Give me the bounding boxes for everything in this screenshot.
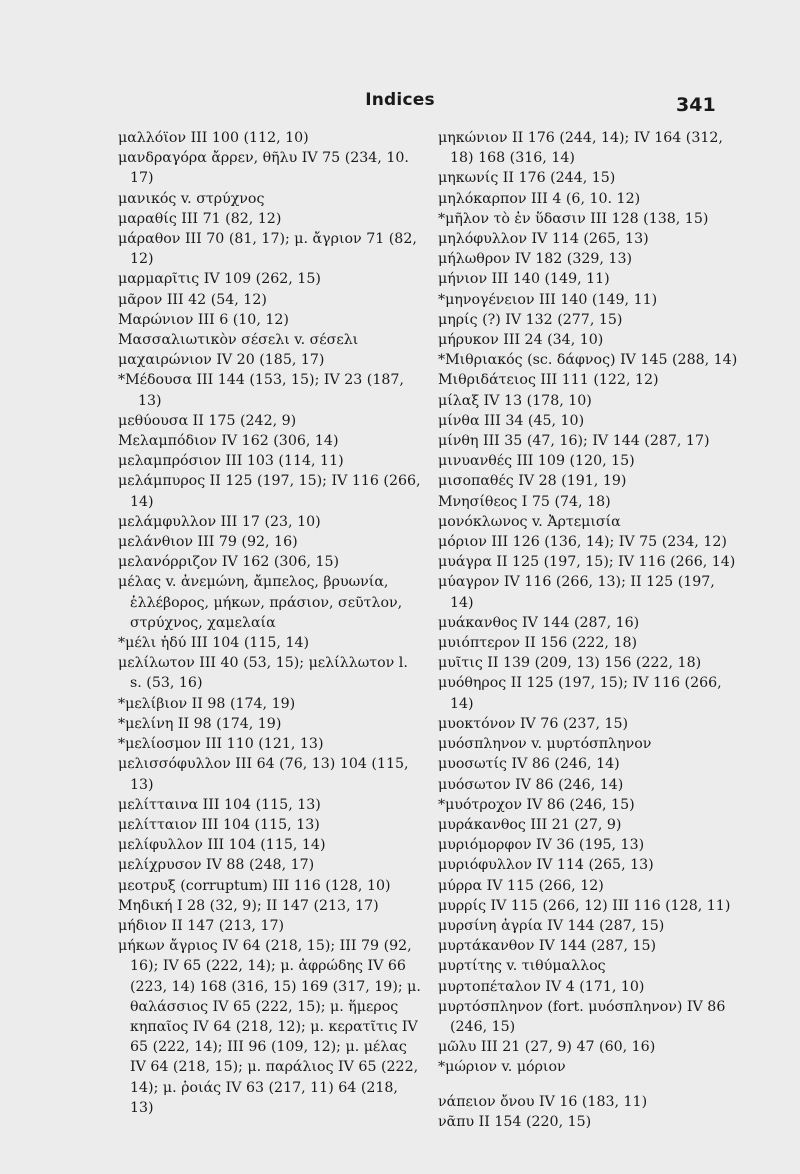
index-entry: μηλόκαρπον III 4 (6, 10. 12) [438, 190, 641, 207]
index-entry: μίνθη III 35 (47, 16); IV 144 (287, 17) [438, 433, 710, 450]
index-column-left [118, 128, 424, 1118]
index-entry: μελίλωτον III 40 (53, 15); μελίλλωτον l. s. (53, 16) [118, 655, 408, 692]
index-entry: μῶλυ III 21 (27, 9) 47 (60, 16) [438, 1039, 656, 1056]
index-entry: μηκώνιον II 176 (244, 14); IV 164 (312, 18) 168 (316, 14) [438, 130, 723, 167]
index-entry: μαχαιρώνιον IV 20 (185, 17) [118, 352, 325, 369]
index-entry: μεοτρυξ (corruptum) III 116 (128, 10) [118, 877, 391, 894]
index-entry: *μῆλον τὸ ἐν ὕδασιν III 128 (138, 15) [438, 210, 709, 227]
index-entry: μίνθα III 34 (45, 10) [438, 412, 585, 429]
index-entry: Μηδική I 28 (32, 9); II 147 (213, 17) [118, 897, 379, 914]
index-entry: μυόσωτον IV 86 (246, 14) [438, 776, 624, 793]
section-gap [438, 1078, 738, 1092]
index-entry: μανδραγόρα ἄρρεν, θῆλυ IV 75 (234, 10. 17) [118, 150, 409, 187]
index-entry: Μαρώνιον III 6 (10, 12) [118, 311, 289, 328]
index-entry: μυρτίτης v. τιθύμαλλος [438, 958, 606, 975]
index-entry: μεθύουσα II 175 (242, 9) [118, 412, 297, 429]
index-entry: μίλαξ IV 13 (178, 10) [438, 392, 592, 409]
index-entry: μυριόμορφον IV 36 (195, 13) [438, 837, 645, 854]
index-entry: μέλας v. ἀνεμώνη, ἄμπελος, βρυωνία, ἑλλέβορος, μήκων, πράσιον, σεῦτλον, στρύχνος, χαμελαία [118, 574, 403, 631]
index-entry: *μέλι ἡδύ III 104 (115, 14) [118, 635, 310, 652]
index-entry: *Μιθριακός (sc. δάφνος) IV 145 (288, 14) [438, 352, 738, 369]
index-entry: μυόσπληνον v. μυρτόσπληνον [438, 736, 652, 753]
index-entry: μυρτόσπληνον (fort. μυόσπληνον) IV 86 (246, 15) [438, 998, 726, 1035]
index-entry: μύρρα IV 115 (266, 12) [438, 877, 604, 894]
index-entry: *μελίβιον II 98 (174, 19) [118, 695, 296, 712]
page-number: 341 [676, 94, 716, 116]
index-entry: μυρτάκανθον IV 144 (287, 15) [438, 938, 657, 955]
index-entry: μελανόρριζον IV 162 (306, 15) [118, 554, 340, 571]
index-entry: μυράκανθος III 21 (27, 9) [438, 816, 622, 833]
index-entry: μανικός v. στρύχνος [118, 190, 265, 207]
index-entry: μελίτταινα III 104 (115, 13) [118, 796, 321, 813]
index-entry: Μελαμπόδιον IV 162 (306, 14) [118, 433, 339, 450]
index-entry: μυριόφυλλον IV 114 (265, 13) [438, 857, 654, 874]
index-entry: *Μέδουσα III 144 (153, 15); IV 23 (187, 13) [118, 372, 404, 409]
index-entry: μηλόφυλλον IV 114 (265, 13) [438, 231, 649, 248]
index-entry: μινυανθές III 109 (120, 15) [438, 453, 635, 470]
index-entry: μᾶρον III 42 (54, 12) [118, 291, 267, 308]
index-entry: μηρίς (?) IV 132 (277, 15) [438, 311, 623, 328]
index-entry: μαρμαρῖτις IV 109 (262, 15) [118, 271, 321, 288]
index-entry: νάπειον ὄνου IV 16 (183, 11) [438, 1093, 648, 1110]
index-entry: μήνιον III 140 (149, 11) [438, 271, 610, 288]
index-entry: *μηνογένειον III 140 (149, 11) [438, 291, 658, 308]
index-entry: *μελίοσμον III 110 (121, 13) [118, 736, 324, 753]
index-entry: μήκων ἄγριος IV 64 (218, 15); III 79 (92, 16); IV 65 (222, 14); μ. ἀφρώδης IV 66 (223, 14) 168 (316, 15) 169 (317, 19); μ. θαλάσσιος IV 65 (222, 15); μ. ἥμερος κηπαῖος IV 64 (218, 12); μ. κερατῖτις IV 65 (222, 14); III 96 (109, 12); μ. μέλας IV 64 (218, 15); μ. παράλιος IV 65 (222, 14); μ. ῥοιάς IV 63 (217, 11) 64 (218, 13) [118, 938, 421, 1116]
index-entry: μισοπαθές IV 28 (191, 19) [438, 473, 627, 490]
index-entry: μελίτταιον III 104 (115, 13) [118, 816, 320, 833]
index-entry: μηκωνίς II 176 (244, 15) [438, 170, 616, 187]
index-entry: μύαγρον IV 116 (266, 13); II 125 (197, 14) [438, 574, 715, 611]
index-entry: μυιόπτερον II 156 (222, 18) [438, 635, 638, 652]
index-entry: μελαμπρόσιον III 103 (114, 11) [118, 453, 344, 470]
index-entry: μόριον III 126 (136, 14); IV 75 (234, 12) [438, 534, 727, 551]
page-header-title: Indices [365, 90, 435, 110]
index-entry: Μασσαλιωτικὸν σέσελι v. σέσελι [118, 332, 359, 349]
index-entry: μήδιον II 147 (213, 17) [118, 917, 285, 934]
index-entry: μήλωθρον IV 182 (329, 13) [438, 251, 633, 268]
index-entry: μελίχρυσον IV 88 (248, 17) [118, 857, 315, 874]
index-entry: μελισσόφυλλον III 64 (76, 13) 104 (115, 13) [118, 756, 409, 793]
index-entry: νᾶπυ II 154 (220, 15) [438, 1113, 592, 1130]
index-entry: μαλλόϊον III 100 (112, 10) [118, 130, 309, 146]
index-entry: *μυότροχον IV 86 (246, 15) [438, 796, 635, 813]
index-entry: μυόθηρος II 125 (197, 15); IV 116 (266, 14) [438, 675, 722, 712]
index-entry: μυρσίνη ἀγρία IV 144 (287, 15) [438, 917, 665, 934]
index-entry: μυρρίς IV 115 (266, 12) III 116 (128, 11) [438, 897, 731, 914]
index-entry: μονόκλωνος v. Ἀρτεμισία [438, 513, 621, 530]
index-entry: μυάκανθος IV 144 (287, 16) [438, 614, 640, 631]
index-entry: μαραθίς III 71 (82, 12) [118, 210, 282, 227]
index-entry: *μελίνη II 98 (174, 19) [118, 715, 282, 732]
index-column-right [438, 128, 738, 1132]
index-entry: μυάγρα II 125 (197, 15); IV 116 (266, 14) [438, 554, 736, 571]
index-entry: μήρυκον III 24 (34, 10) [438, 332, 604, 349]
index-entry: μυοκτόνον IV 76 (237, 15) [438, 715, 629, 732]
index-entry: Μνησίθεος I 75 (74, 18) [438, 493, 611, 510]
index-entry: μυρτοπέταλον IV 4 (171, 10) [438, 978, 645, 995]
index-entry: *μώριον v. μόριον [438, 1059, 566, 1076]
index-entry: μυῖτις II 139 (209, 13) 156 (222, 18) [438, 655, 702, 672]
index-entry: μελίφυλλον III 104 (115, 14) [118, 837, 326, 854]
index-entry: μελάμπυρος II 125 (197, 15); IV 116 (266, 14) [118, 473, 421, 510]
index-entry: μυοσωτίς IV 86 (246, 14) [438, 756, 620, 773]
index-entry: μελάνθιον III 79 (92, 16) [118, 534, 298, 551]
index-entry: μάραθον III 70 (81, 17); μ. ἄγριον 71 (82, 12) [118, 231, 417, 268]
index-entry: Μιθριδάτειος III 111 (122, 12) [438, 372, 659, 389]
index-entry: μελάμφυλλον III 17 (23, 10) [118, 513, 321, 530]
